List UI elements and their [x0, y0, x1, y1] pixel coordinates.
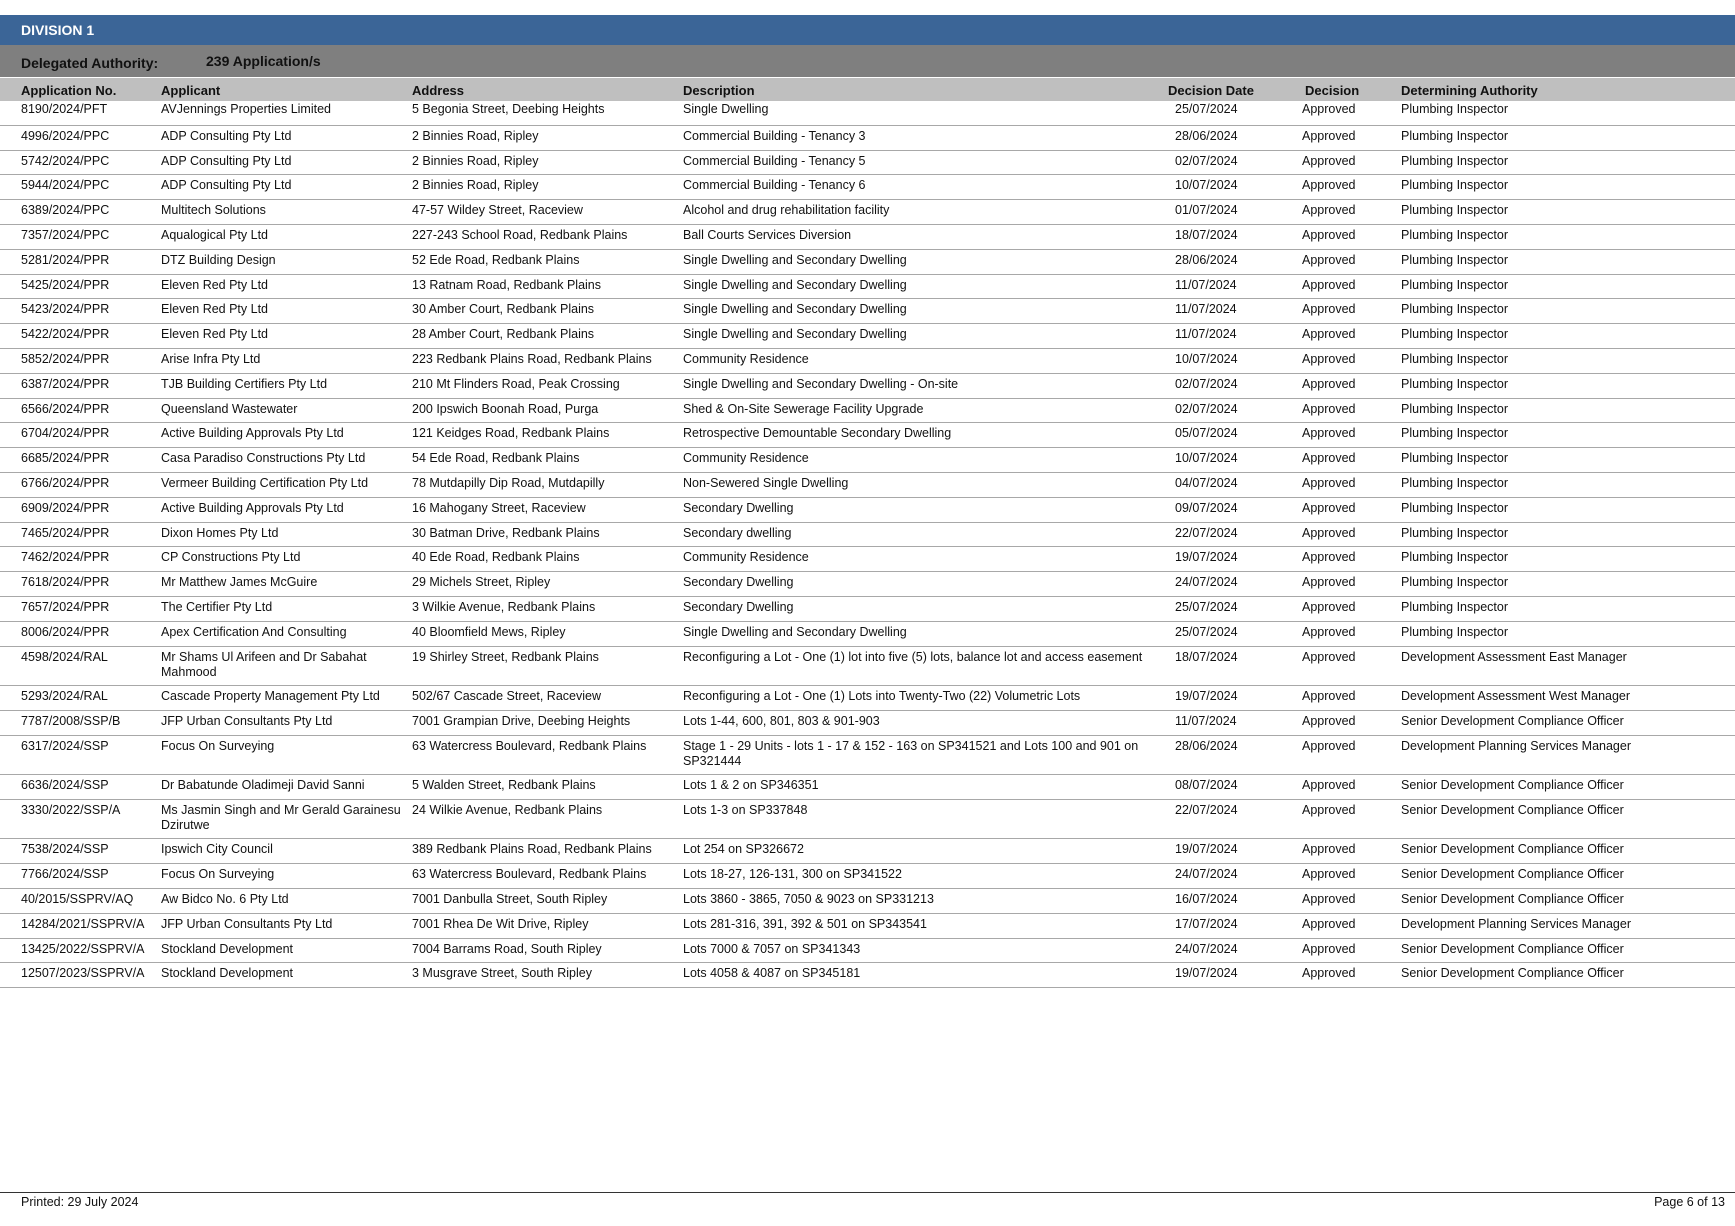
column-header-applicant: Applicant: [161, 83, 221, 98]
cell-decision-date: 01/07/2024: [1175, 203, 1238, 218]
cell-address: 7001 Danbulla Street, South Ripley: [412, 892, 608, 907]
cell-description: Single Dwelling and Secondary Dwelling: [683, 327, 907, 342]
cell-app-no: 5281/2024/PPR: [21, 252, 110, 267]
cell-determining-authority: Plumbing Inspector: [1401, 475, 1509, 490]
cell-app-no: 7538/2024/SSP: [21, 842, 109, 857]
cell-determining-authority: Development Assessment West Manager: [1401, 689, 1631, 704]
cell-decision: Approved: [1302, 203, 1356, 218]
cell-description: Community Residence: [683, 550, 809, 565]
cell-determining-authority: Plumbing Inspector: [1401, 624, 1509, 639]
cell-app-no: 6636/2024/SSP: [21, 778, 109, 793]
cell-description: Non-Sewered Single Dwelling: [683, 475, 849, 490]
cell-determining-authority: Plumbing Inspector: [1401, 327, 1509, 342]
cell-app-no: 7618/2024/PPR: [21, 575, 110, 590]
cell-decision: Approved: [1302, 102, 1356, 116]
cell-decision-date: 08/07/2024: [1175, 778, 1238, 793]
cell-decision-date: 09/07/2024: [1175, 500, 1238, 515]
table-row: [0, 775, 1735, 800]
cell-description: Lots 4058 & 4087 on SP345181: [683, 966, 861, 981]
cell-determining-authority: Development Planning Services Manager: [1401, 916, 1631, 931]
column-header-address: Address: [412, 83, 465, 98]
cell-decision-date: 11/07/2024: [1175, 713, 1237, 728]
cell-address: 2 Binnies Road, Ripley: [412, 128, 539, 143]
cell-address: 5 Begonia Street, Deebing Heights: [412, 102, 605, 116]
page-number: Page 6 of 13: [1654, 1195, 1725, 1209]
cell-app-no: 13425/2022/SSPRV/A: [21, 941, 145, 956]
cell-applicant: Ipswich City Council: [161, 842, 273, 857]
cell-applicant: Cascade Property Management Pty Ltd: [161, 689, 380, 704]
cell-description: Single Dwelling and Secondary Dwelling - On-site: [683, 376, 959, 391]
cell-description: Alcohol and drug rehabilitation facility: [683, 203, 890, 218]
cell-decision-date: 16/07/2024: [1175, 892, 1238, 907]
cell-description: Lots 7000 & 7057 on SP341343: [683, 941, 861, 956]
cell-determining-authority: Senior Development Compliance Officer: [1401, 802, 1624, 817]
cell-decision-date: 28/06/2024: [1175, 128, 1238, 143]
cell-description: Lots 1-44, 600, 801, 803 & 901-903: [683, 713, 880, 728]
column-header-determining-authority: Determining Authority: [1401, 83, 1538, 98]
cell-app-no: 7462/2024/PPR: [21, 550, 110, 565]
table-row: [0, 349, 1735, 374]
cell-determining-authority: Senior Development Compliance Officer: [1401, 778, 1624, 793]
cell-decision: Approved: [1302, 153, 1356, 168]
cell-address: 3 Musgrave Street, South Ripley: [412, 966, 592, 981]
cell-applicant: JFP Urban Consultants Pty Ltd: [161, 713, 333, 728]
cell-decision: Approved: [1302, 966, 1356, 981]
table-row: [0, 175, 1735, 200]
cell-determining-authority: Plumbing Inspector: [1401, 203, 1509, 218]
cell-app-no: 6317/2024/SSP: [21, 738, 109, 753]
table-row: [0, 399, 1735, 424]
cell-app-no: 5944/2024/PPC: [21, 178, 110, 193]
cell-decision: Approved: [1302, 277, 1356, 292]
table-row: [0, 126, 1735, 151]
cell-decision: Approved: [1302, 500, 1356, 515]
cell-determining-authority: Senior Development Compliance Officer: [1401, 966, 1624, 981]
cell-applicant: Apex Certification And Consulting: [161, 624, 347, 639]
cell-decision-date: 28/06/2024: [1175, 252, 1238, 267]
cell-decision: Approved: [1302, 178, 1356, 193]
cell-description: Commercial Building - Tenancy 5: [683, 153, 866, 168]
cell-address: 3 Wilkie Avenue, Redbank Plains: [412, 599, 596, 614]
cell-description: Lots 281-316, 391, 392 & 501 on SP343541: [683, 916, 927, 931]
cell-app-no: 5293/2024/RAL: [21, 689, 108, 704]
cell-app-no: 12507/2023/SSPRV/A: [21, 966, 145, 981]
cell-determining-authority: Senior Development Compliance Officer: [1401, 842, 1624, 857]
cell-app-no: 3330/2022/SSP/A: [21, 802, 121, 817]
cell-decision-date: 04/07/2024: [1175, 475, 1238, 490]
table-row: [0, 914, 1735, 939]
cell-applicant: Multitech Solutions: [161, 203, 266, 218]
cell-description: Reconfiguring a Lot - One (1) Lots into Twenty-Two (22) Volumetric Lots: [683, 689, 1081, 704]
cell-address: 52 Ede Road, Redbank Plains: [412, 252, 580, 267]
table-row: [0, 800, 1735, 840]
cell-description: Stage 1 - 29 Units - lots 1 - 17 & 152 - 163 on SP341521 and Lots 100 and 901 on SP321444: [683, 738, 1139, 769]
cell-applicant: CP Constructions Pty Ltd: [161, 550, 301, 565]
cell-determining-authority: Plumbing Inspector: [1401, 451, 1509, 466]
table-row: [0, 374, 1735, 399]
cell-app-no: 6566/2024/PPR: [21, 401, 110, 416]
cell-determining-authority: Senior Development Compliance Officer: [1401, 892, 1624, 907]
table-row: [0, 839, 1735, 864]
cell-decision-date: 24/07/2024: [1175, 575, 1238, 590]
cell-applicant: Eleven Red Pty Ltd: [161, 327, 269, 342]
cell-decision: Approved: [1302, 689, 1356, 704]
cell-decision: Approved: [1302, 525, 1356, 540]
cell-address: 389 Redbank Plains Road, Redbank Plains: [412, 842, 652, 857]
table-row: [0, 963, 1735, 988]
cell-decision: Approved: [1302, 802, 1356, 817]
cell-address: 7004 Barrams Road, South Ripley: [412, 941, 602, 956]
cell-description: Single Dwelling and Secondary Dwelling: [683, 277, 907, 292]
cell-decision: Approved: [1302, 599, 1356, 614]
cell-app-no: 8190/2024/PFT: [21, 102, 108, 116]
cell-decision: Approved: [1302, 624, 1356, 639]
cell-applicant: Ms Jasmin Singh and Mr Gerald Garainesu Dzirutwe: [161, 802, 401, 833]
table-row: [0, 275, 1735, 300]
table-row: [0, 324, 1735, 349]
cell-app-no: 5742/2024/PPC: [21, 153, 110, 168]
table-row: [0, 939, 1735, 964]
cell-determining-authority: Plumbing Inspector: [1401, 500, 1509, 515]
table-row: [0, 523, 1735, 548]
table-row: [0, 547, 1735, 572]
cell-determining-authority: Development Planning Services Manager: [1401, 738, 1631, 753]
cell-app-no: 7766/2024/SSP: [21, 867, 109, 882]
cell-description: Lots 3860 - 3865, 7050 & 9023 on SP331213: [683, 892, 934, 907]
cell-applicant: Active Building Approvals Pty Ltd: [161, 426, 344, 441]
cell-applicant: Queensland Wastewater: [161, 401, 298, 416]
cell-decision: Approved: [1302, 252, 1356, 267]
column-header-decision: Decision: [1305, 83, 1360, 98]
cell-description: Single Dwelling and Secondary Dwelling: [683, 252, 907, 267]
table-row: [0, 736, 1735, 776]
cell-decision: Approved: [1302, 941, 1356, 956]
cell-description: Secondary Dwelling: [683, 500, 794, 515]
cell-decision-date: 18/07/2024: [1175, 227, 1238, 242]
cell-app-no: 7357/2024/PPC: [21, 227, 110, 242]
authority-header: [0, 45, 1735, 77]
table-row: [0, 498, 1735, 523]
cell-decision: Approved: [1302, 351, 1356, 366]
cell-decision: Approved: [1302, 713, 1356, 728]
cell-applicant: Stockland Development: [161, 941, 294, 956]
cell-decision: Approved: [1302, 738, 1356, 753]
cell-applicant: Vermeer Building Certification Pty Ltd: [161, 475, 369, 490]
cell-app-no: 4996/2024/PPC: [21, 128, 110, 143]
cell-determining-authority: Senior Development Compliance Officer: [1401, 867, 1624, 882]
cell-decision: Approved: [1302, 475, 1356, 490]
cell-address: 502/67 Cascade Street, Raceview: [412, 689, 601, 704]
cell-address: 2 Binnies Road, Ripley: [412, 153, 539, 168]
cell-address: 28 Amber Court, Redbank Plains: [412, 327, 595, 342]
cell-address: 16 Mahogany Street, Raceview: [412, 500, 586, 515]
cell-description: Retrospective Demountable Secondary Dwelling: [683, 426, 952, 441]
table-row: [0, 622, 1735, 647]
cell-decision: Approved: [1302, 227, 1356, 242]
table-row: [0, 448, 1735, 473]
cell-decision: Approved: [1302, 302, 1356, 317]
cell-app-no: 6909/2024/PPR: [21, 500, 110, 515]
cell-description: Ball Courts Services Diversion: [683, 227, 852, 242]
cell-determining-authority: Plumbing Inspector: [1401, 525, 1509, 540]
cell-decision: Approved: [1302, 376, 1356, 391]
cell-decision-date: 22/07/2024: [1175, 525, 1238, 540]
cell-address: 54 Ede Road, Redbank Plains: [412, 451, 580, 466]
cell-determining-authority: Plumbing Inspector: [1401, 252, 1509, 267]
cell-address: 40 Ede Road, Redbank Plains: [412, 550, 580, 565]
cell-determining-authority: Plumbing Inspector: [1401, 599, 1509, 614]
division-title: DIVISION 1: [21, 22, 95, 38]
cell-applicant: Mr Matthew James McGuire: [161, 575, 318, 590]
cell-determining-authority: Development Assessment East Manager: [1401, 649, 1627, 664]
cell-address: 7001 Grampian Drive, Deebing Heights: [412, 713, 631, 728]
cell-address: 78 Mutdapilly Dip Road, Mutdapilly: [412, 475, 605, 490]
table-row: [0, 151, 1735, 176]
cell-decision-date: 24/07/2024: [1175, 941, 1238, 956]
footer-divider: [0, 1192, 1735, 1193]
cell-determining-authority: Plumbing Inspector: [1401, 153, 1509, 168]
cell-determining-authority: Plumbing Inspector: [1401, 277, 1509, 292]
cell-determining-authority: Senior Development Compliance Officer: [1401, 941, 1624, 956]
cell-determining-authority: Plumbing Inspector: [1401, 102, 1509, 116]
cell-description: Reconfiguring a Lot - One (1) lot into five (5) lots, balance lot and access easement: [683, 649, 1143, 664]
cell-determining-authority: Senior Development Compliance Officer: [1401, 713, 1624, 728]
cell-decision-date: 02/07/2024: [1175, 401, 1238, 416]
table-row: [0, 864, 1735, 889]
cell-address: 121 Keidges Road, Redbank Plains: [412, 426, 610, 441]
cell-address: 63 Watercress Boulevard, Redbank Plains: [412, 867, 647, 882]
cell-decision-date: 05/07/2024: [1175, 426, 1238, 441]
cell-decision: Approved: [1302, 867, 1356, 882]
cell-applicant: ADP Consulting Pty Ltd: [161, 153, 292, 168]
cell-app-no: 6704/2024/PPR: [21, 426, 110, 441]
cell-decision: Approved: [1302, 778, 1356, 793]
cell-decision-date: 25/07/2024: [1175, 102, 1238, 116]
cell-applicant: Aw Bidco No. 6 Pty Ltd: [161, 892, 289, 907]
cell-decision-date: 11/07/2024: [1175, 302, 1237, 317]
cell-app-no: 5852/2024/PPR: [21, 351, 110, 366]
cell-app-no: 5422/2024/PPR: [21, 327, 110, 342]
cell-applicant: Active Building Approvals Pty Ltd: [161, 500, 344, 515]
table-row: [0, 200, 1735, 225]
cell-decision: Approved: [1302, 916, 1356, 931]
cell-applicant: Mr Shams Ul Arifeen and Dr Sabahat Mahmood: [161, 649, 367, 680]
cell-determining-authority: Plumbing Inspector: [1401, 227, 1509, 242]
cell-description: Commercial Building - Tenancy 3: [683, 128, 866, 143]
cell-address: 40 Bloomfield Mews, Ripley: [412, 624, 566, 639]
cell-applicant: Focus On Surveying: [161, 738, 275, 753]
cell-description: Secondary Dwelling: [683, 599, 794, 614]
cell-address: 5 Walden Street, Redbank Plains: [412, 778, 596, 793]
cell-applicant: Eleven Red Pty Ltd: [161, 302, 269, 317]
table-row: [0, 597, 1735, 622]
cell-decision-date: 25/07/2024: [1175, 599, 1238, 614]
cell-determining-authority: Plumbing Inspector: [1401, 426, 1509, 441]
column-header-decision-date: Decision Date: [1168, 83, 1254, 98]
cell-description: Secondary Dwelling: [683, 575, 794, 590]
cell-description: Single Dwelling: [683, 102, 769, 116]
cell-app-no: 5425/2024/PPR: [21, 277, 110, 292]
cell-decision-date: 10/07/2024: [1175, 351, 1238, 366]
cell-applicant: Casa Paradiso Constructions Pty Ltd: [161, 451, 366, 466]
table-row: [0, 572, 1735, 597]
table-row: [0, 711, 1735, 736]
cell-decision: Approved: [1302, 128, 1356, 143]
cell-applicant: Arise Infra Pty Ltd: [161, 351, 261, 366]
cell-description: Single Dwelling and Secondary Dwelling: [683, 302, 907, 317]
authority-label: Delegated Authority:: [21, 55, 159, 71]
table-row: [0, 225, 1735, 250]
cell-app-no: 5423/2024/PPR: [21, 302, 110, 317]
cell-app-no: 8006/2024/PPR: [21, 624, 110, 639]
cell-decision-date: 10/07/2024: [1175, 451, 1238, 466]
cell-applicant: ADP Consulting Pty Ltd: [161, 128, 292, 143]
cell-applicant: DTZ Building Design: [161, 252, 276, 267]
cell-decision: Approved: [1302, 550, 1356, 565]
applications-table: [0, 101, 1735, 988]
cell-description: Shed & On-Site Sewerage Facility Upgrade: [683, 401, 924, 416]
cell-applicant: AVJennings Properties Limited: [161, 102, 331, 116]
cell-decision-date: 11/07/2024: [1175, 277, 1237, 292]
cell-decision-date: 19/07/2024: [1175, 842, 1238, 857]
cell-decision: Approved: [1302, 842, 1356, 857]
cell-decision-date: 24/07/2024: [1175, 867, 1238, 882]
cell-applicant: Stockland Development: [161, 966, 294, 981]
cell-determining-authority: Plumbing Inspector: [1401, 302, 1509, 317]
table-row: [0, 299, 1735, 324]
cell-address: 29 Michels Street, Ripley: [412, 575, 551, 590]
cell-decision: Approved: [1302, 649, 1356, 664]
cell-decision-date: 10/07/2024: [1175, 178, 1238, 193]
cell-determining-authority: Plumbing Inspector: [1401, 575, 1509, 590]
cell-determining-authority: Plumbing Inspector: [1401, 178, 1509, 193]
cell-applicant: Aqualogical Pty Ltd: [161, 227, 269, 242]
cell-address: 63 Watercress Boulevard, Redbank Plains: [412, 738, 647, 753]
cell-address: 13 Ratnam Road, Redbank Plains: [412, 277, 602, 292]
cell-address: 2 Binnies Road, Ripley: [412, 178, 539, 193]
cell-decision-date: 19/07/2024: [1175, 689, 1238, 704]
table-header: [0, 78, 1735, 101]
table-row: [0, 473, 1735, 498]
cell-description: Lots 1 & 2 on SP346351: [683, 778, 819, 793]
cell-app-no: 6387/2024/PPR: [21, 376, 110, 391]
cell-address: 30 Amber Court, Redbank Plains: [412, 302, 595, 317]
cell-decision: Approved: [1302, 401, 1356, 416]
table-row: [0, 889, 1735, 914]
column-header-app-no: Application No.: [21, 83, 117, 98]
cell-applicant: TJB Building Certifiers Pty Ltd: [161, 376, 328, 391]
table-row: [0, 686, 1735, 711]
cell-description: Community Residence: [683, 451, 809, 466]
cell-address: 24 Wilkie Avenue, Redbank Plains: [412, 802, 603, 817]
cell-applicant: The Certifier Pty Ltd: [161, 599, 273, 614]
cell-address: 7001 Rhea De Wit Drive, Ripley: [412, 916, 589, 931]
cell-decision-date: 19/07/2024: [1175, 966, 1238, 981]
cell-decision-date: 02/07/2024: [1175, 376, 1238, 391]
cell-applicant: Eleven Red Pty Ltd: [161, 277, 269, 292]
cell-decision-date: 02/07/2024: [1175, 153, 1238, 168]
cell-decision-date: 19/07/2024: [1175, 550, 1238, 565]
table-row: [0, 423, 1735, 448]
cell-app-no: 40/2015/SSPRV/AQ: [21, 892, 134, 907]
cell-address: 47-57 Wildey Street, Raceview: [412, 203, 583, 218]
cell-determining-authority: Plumbing Inspector: [1401, 550, 1509, 565]
cell-description: Lots 18-27, 126-131, 300 on SP341522: [683, 867, 902, 882]
cell-decision: Approved: [1302, 451, 1356, 466]
cell-app-no: 7787/2008/SSP/B: [21, 713, 121, 728]
cell-decision: Approved: [1302, 892, 1356, 907]
application-count: 239 Application/s: [206, 53, 321, 69]
cell-determining-authority: Plumbing Inspector: [1401, 401, 1509, 416]
cell-description: Commercial Building - Tenancy 6: [683, 178, 866, 193]
table-row: [0, 647, 1735, 687]
cell-address: 19 Shirley Street, Redbank Plains: [412, 649, 599, 664]
cell-app-no: 6766/2024/PPR: [21, 475, 110, 490]
printed-date: Printed: 29 July 2024: [21, 1195, 139, 1209]
cell-address: 223 Redbank Plains Road, Redbank Plains: [412, 351, 652, 366]
cell-decision-date: 22/07/2024: [1175, 802, 1238, 817]
cell-app-no: 14284/2021/SSPRV/A: [21, 916, 145, 931]
cell-description: Lot 254 on SP326672: [683, 842, 804, 857]
cell-description: Single Dwelling and Secondary Dwelling: [683, 624, 907, 639]
cell-decision-date: 28/06/2024: [1175, 738, 1238, 753]
cell-determining-authority: Plumbing Inspector: [1401, 351, 1509, 366]
cell-determining-authority: Plumbing Inspector: [1401, 128, 1509, 143]
cell-decision: Approved: [1302, 327, 1356, 342]
cell-decision: Approved: [1302, 575, 1356, 590]
cell-app-no: 6685/2024/PPR: [21, 451, 110, 466]
cell-app-no: 6389/2024/PPC: [21, 203, 110, 218]
cell-determining-authority: Plumbing Inspector: [1401, 376, 1509, 391]
cell-applicant: ADP Consulting Pty Ltd: [161, 178, 292, 193]
cell-decision-date: 17/07/2024: [1175, 916, 1238, 931]
cell-applicant: Dr Babatunde Oladimeji David Sanni: [161, 778, 365, 793]
cell-address: 200 Ipswich Boonah Road, Purga: [412, 401, 599, 416]
cell-address: 210 Mt Flinders Road, Peak Crossing: [412, 376, 620, 391]
cell-applicant: Dixon Homes Pty Ltd: [161, 525, 279, 540]
table-row: [0, 250, 1735, 275]
cell-applicant: Focus On Surveying: [161, 867, 275, 882]
division-header: [0, 15, 1735, 45]
cell-decision-date: 25/07/2024: [1175, 624, 1238, 639]
cell-decision-date: 18/07/2024: [1175, 649, 1238, 664]
cell-decision-date: 11/07/2024: [1175, 327, 1237, 342]
cell-description: Lots 1-3 on SP337848: [683, 802, 808, 817]
cell-applicant: JFP Urban Consultants Pty Ltd: [161, 916, 333, 931]
cell-address: 227-243 School Road, Redbank Plains: [412, 227, 628, 242]
table-row: [0, 101, 1735, 126]
cell-description: Secondary dwelling: [683, 525, 792, 540]
cell-app-no: 4598/2024/RAL: [21, 649, 108, 664]
cell-app-no: 7657/2024/PPR: [21, 599, 110, 614]
cell-decision: Approved: [1302, 426, 1356, 441]
cell-description: Community Residence: [683, 351, 809, 366]
cell-address: 30 Batman Drive, Redbank Plains: [412, 525, 600, 540]
column-header-description: Description: [683, 83, 755, 98]
cell-app-no: 7465/2024/PPR: [21, 525, 110, 540]
